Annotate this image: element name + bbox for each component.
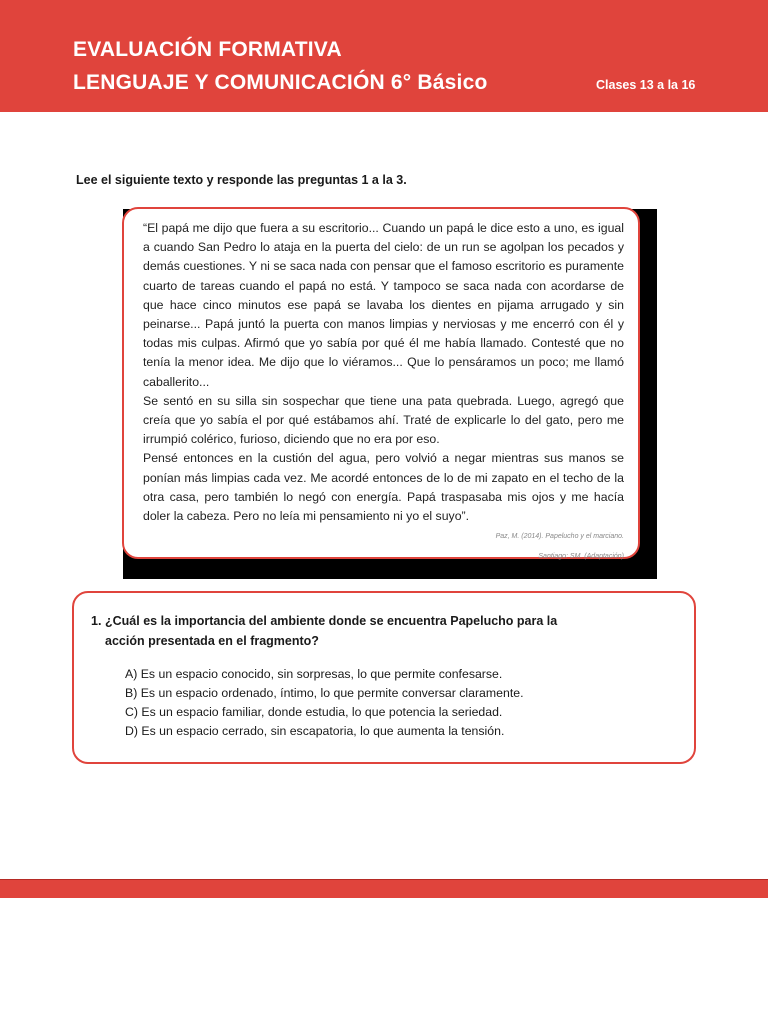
question-number: 1.: [91, 614, 102, 628]
question-text-line-2: acción presentada en el fragmento?: [105, 634, 319, 648]
passage-box: [122, 207, 640, 559]
header-banner: [0, 0, 768, 112]
question-text-line-1: ¿Cuál es la importancia del ambiente donde se encuentra Papelucho para la: [105, 614, 558, 628]
citation-line-1: Paz, M. (2014). Papelucho y el marciano.: [495, 533, 624, 541]
footer-bar: [0, 879, 768, 898]
question-box: [72, 591, 696, 764]
passage-paragraph-3: Pensé entonces en la custión del agua, pero volvió a negar mientras sus manos se ponían más limpias cada vez. Me acordé entonces de lo de mi zapato en el techo de la otra casa, pero también lo negó con energía. Papá traspasaba mis ojos y me hacía doler la cabeza. Pero no leía mi pensamiento ni yo el suyo”.: [143, 451, 624, 524]
passage-paragraph-1: “El papá me dijo que fuera a su escritorio... Cuando un papá le dice esto a uno, es igual a cuando San Pedro lo ataja en la puerta del cielo: de un run se agolpan los pecados y demás cuestiones. Y ni se saca nada con pensar que el famoso escritorio es puramente cuarto de tareas cuando el papá no está. Y tampoco se saca nada con acordarse de que hace cinco minutos ese papá se lavaba los dientes en pijama arrugado y sin peinarse... Papá juntó la puerta con manos limpias y nerviosas y me encerró con él y todas mis culpas. Afirmó que yo sabía por qué él me había llamado. Contesté que no tenía la menor idea. Me dijo que lo viéramos... Que lo pensáramos un poco; me llamó caballerito...: [143, 221, 624, 389]
title-line-1: EVALUACIÓN FORMATIVA: [73, 38, 342, 61]
option-c[interactable]: C) Es un espacio familiar, donde estudia, lo que potencia la seriedad.: [125, 705, 503, 719]
title-line-2: LENGUAJE Y COMUNICACIÓN 6° Básico: [73, 71, 488, 94]
instruction-text: Lee el siguiente texto y responde las preguntas 1 a la 3.: [76, 173, 407, 187]
option-d[interactable]: D) Es un espacio cerrado, sin escapatoria, lo que aumenta la tensión.: [125, 724, 505, 738]
option-b[interactable]: B) Es un espacio ordenado, íntimo, lo que permite conversar claramente.: [125, 686, 524, 700]
answer-options: [125, 665, 524, 741]
passage-paragraph-2: Se sentó en su silla sin sospechar que tiene una pata quebrada. Luego, agregó que creía que yo sabía el por qué estábamos ahí. Traté de explicarle lo del gato, pero me irrumpió colérico, furioso, diciendo que no era por eso.: [143, 393, 624, 447]
classes-label: Clases 13 a la 16: [596, 78, 696, 92]
option-a[interactable]: A) Es un espacio conocido, sin sorpresas, lo que permite confesarse.: [125, 667, 503, 681]
citation-line-2: Santiago: SM. (Adaptación): [538, 553, 624, 561]
